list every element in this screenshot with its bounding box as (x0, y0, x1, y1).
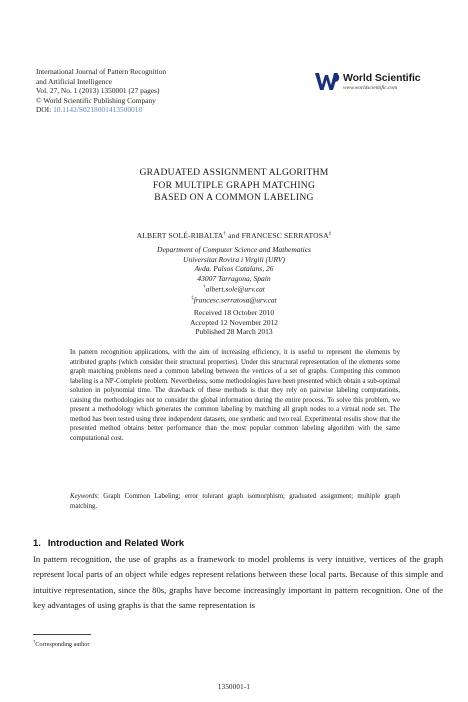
paper-title (0, 167, 468, 205)
journal-info (36, 67, 286, 115)
keywords (70, 492, 400, 511)
affiliation-univ: Universitat Rovira i Virgili (URV) (183, 254, 285, 264)
affiliation-street: Avda. Països Catalans, 26 (194, 264, 274, 274)
footnote-mark: † (33, 639, 36, 644)
publisher-logo (314, 70, 444, 98)
journal-name-line-1: International Journal of Pattern Recognition (36, 67, 167, 76)
doi-link[interactable]: 10.1142/S0218001413500018 (53, 105, 143, 115)
section-number: 1. (33, 537, 41, 548)
email-1[interactable]: albert.sole@urv.cat (205, 284, 265, 294)
publication-dates (0, 308, 468, 337)
doi-label: DOI: (36, 105, 52, 115)
author-list (0, 231, 468, 240)
email-1-mark: † (203, 285, 206, 291)
author-2-mark: ‡ (328, 231, 332, 237)
author-1-mark: † (223, 231, 227, 237)
journal-copyright: © World Scientific Publishing Company (36, 95, 156, 105)
section-heading (33, 537, 184, 548)
author-conjunction: and (226, 231, 242, 240)
email-1-line (0, 283, 468, 294)
abstract: In pattern recognition applications, with the aim of increasing efficiency, it is useful to represent the elements by attributed graphs (which consider their structural properties). Under this structural representation of the elements some graph matching problems need a common labeling between the vertices of a set of graphs. Computing this common labeling is a NP-Complete problem. Nevertheless, some methodologies have been presented which obtain a sub-optimal solution in polynomial time. The drawback of these methods is that they rely on pairwise labeling computations, causing the methodologies not to consider the global information during the entire process. To solve this problem, we present a methodology which generates the common labeling by matching all graph nodes to a virtual node set. The method has been tested using three independent datasets, one synthetic and two real. Experimental results show that the presented method obtains better performance than the most popular common labeling algorithm with the same computational cost. (70, 349, 400, 442)
affiliation (0, 245, 468, 306)
email-2-line (0, 294, 468, 305)
email-2-mark: ‡ (191, 296, 194, 302)
author-2: FRANCESC SERRATOSA (241, 231, 329, 240)
publisher-tagline: www.worldscientific.com (343, 85, 398, 91)
journal-volume: Vol. 27, No. 1 (2013) 1350001 (27 pages) (36, 86, 160, 96)
journal-doi-line (36, 105, 286, 115)
published-date: Published 28 March 2013 (195, 327, 273, 337)
affiliation-city: 43007 Tarragona, Spain (197, 273, 271, 283)
section-title: Introduction and Related Work (47, 537, 185, 548)
received-date: Received 18 October 2010 (193, 308, 275, 317)
keywords-label: Keywords (70, 493, 98, 500)
author-1: ALBERT SOLÉ-RIBALTA (136, 231, 224, 240)
page-number: 1350001-1 (217, 683, 251, 691)
footnote (33, 639, 89, 648)
affiliation-dept: Department of Computer Science and Mathematics (157, 245, 311, 254)
email-2[interactable]: francesc.serratosa@urv.cat (193, 295, 277, 305)
title-line-3: BASED ON A COMMON LABELING (154, 192, 314, 204)
intro-paragraph: In pattern recognition, the use of graphs as a framework to model problems is very intuitive, vertices of the graph represent local parts of an object while edges represent relations between these local parts. Because of this simple and intuitive representation, since the 80s, graphs have become increasingly important in pattern recognition. One of the key advantages of using graphs is that the same representation is (33, 554, 443, 610)
publisher-name: World Scientific (343, 72, 421, 84)
title-line-2: FOR MULTIPLE GRAPH MATCHING (152, 179, 316, 191)
accepted-date: Accepted 12 November 2012 (189, 317, 279, 327)
footnote-text: Corresponding author (35, 641, 90, 649)
world-scientific-logo-icon (314, 70, 341, 92)
footnote-rule (33, 634, 91, 635)
keywords-text: : Graph Common Labeling; error tolerant graph isomorphism; graduated assignment; multiple graph matching. (70, 493, 400, 510)
journal-name-line-2: and Artificial Intelligence (36, 76, 112, 86)
title-line-1: GRADUATED ASSIGNMENT ALGORITHM (139, 167, 329, 178)
